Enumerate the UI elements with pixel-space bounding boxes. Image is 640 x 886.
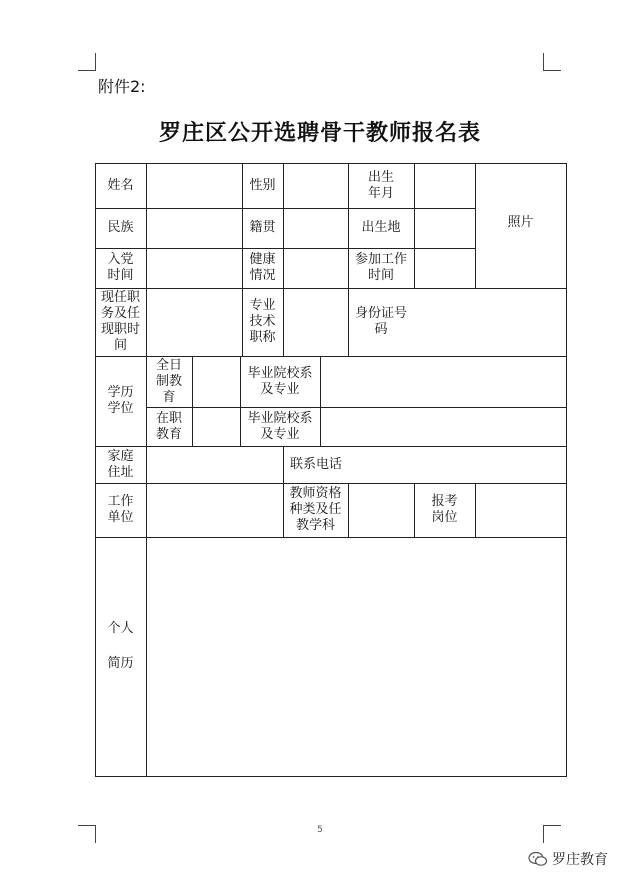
field-school-major-in-service[interactable]	[320, 407, 566, 446]
field-gender[interactable]	[283, 163, 348, 208]
label-resume-line1: 个人	[107, 621, 134, 636]
label-birth-date: 出生 年月	[367, 169, 394, 201]
label-resume-line2: 简历	[107, 656, 134, 671]
field-phone[interactable]	[349, 446, 566, 483]
label-current-position: 现任职 务及任 现职时 间	[100, 290, 140, 353]
field-work-start-time[interactable]	[414, 248, 475, 288]
label-birthplace: 出生地	[361, 220, 401, 235]
table-rule	[95, 776, 567, 777]
wechat-icon	[528, 851, 548, 867]
field-school-major-full-time[interactable]	[320, 356, 566, 407]
label-phone: 联系电话	[289, 456, 342, 472]
label-health: 健康 情况	[249, 252, 276, 283]
label-school-major-in-service: 毕业院校系 及专业	[247, 410, 313, 442]
field-native-place[interactable]	[283, 208, 348, 248]
field-name[interactable]	[146, 163, 242, 208]
label-in-service-education: 在职 教育	[155, 410, 182, 442]
label-teacher-certificate: 教师资格 种类及任 教学科	[289, 486, 342, 533]
page-title: 罗庄区公开选聘骨干教师报名表	[158, 121, 481, 146]
registration-form-table	[95, 163, 567, 777]
label-work-start-time: 参加工作 时间	[354, 252, 407, 283]
field-ethnicity[interactable]	[146, 208, 242, 248]
field-professional-title[interactable]	[283, 288, 348, 356]
field-home-address[interactable]	[146, 446, 283, 483]
field-health[interactable]	[283, 248, 348, 288]
field-resume[interactable]	[146, 537, 566, 776]
field-current-position[interactable]	[146, 288, 242, 356]
label-gender: 性别	[249, 177, 276, 193]
table-rule	[566, 163, 567, 777]
brand-watermark	[528, 849, 608, 869]
field-work-unit[interactable]	[146, 483, 283, 537]
crop-mark	[95, 53, 96, 70]
label-name: 姓名	[107, 177, 134, 193]
label-professional-title: 专业 技术 职称	[249, 298, 276, 345]
field-in-service-education[interactable]	[192, 407, 240, 446]
page-number: 5	[317, 825, 323, 835]
photo-box[interactable]	[475, 163, 566, 288]
label-full-time-education: 全日 制教 育	[155, 357, 182, 405]
attachment-label: 附件2:	[98, 77, 146, 96]
brand-name: 罗庄教育	[552, 852, 608, 868]
label-photo: 照片	[507, 215, 534, 230]
label-work-unit: 工作 单位	[107, 494, 134, 525]
label-apply-position: 报考 岗位	[431, 494, 458, 525]
label-party-join-time: 入党 时间	[107, 252, 134, 283]
field-birthplace[interactable]	[414, 208, 475, 248]
label-native-place: 籍贯	[249, 220, 276, 235]
field-id-number[interactable]	[414, 288, 566, 356]
field-apply-position[interactable]	[475, 483, 566, 537]
crop-mark	[78, 70, 96, 71]
label-ethnicity: 民族	[107, 220, 134, 235]
crop-mark	[543, 70, 561, 71]
field-teacher-certificate[interactable]	[348, 483, 414, 537]
label-home-address: 家庭 住址	[107, 448, 134, 480]
label-school-major-full-time: 毕业院校系 及专业	[247, 365, 313, 397]
field-party-join-time[interactable]	[146, 248, 242, 288]
label-id-number: 身份证号 码	[354, 306, 407, 337]
crop-mark	[543, 53, 544, 70]
label-education-degree: 学历 学位	[107, 385, 134, 416]
field-birth-date[interactable]	[414, 163, 475, 208]
field-full-time-education[interactable]	[192, 356, 240, 407]
